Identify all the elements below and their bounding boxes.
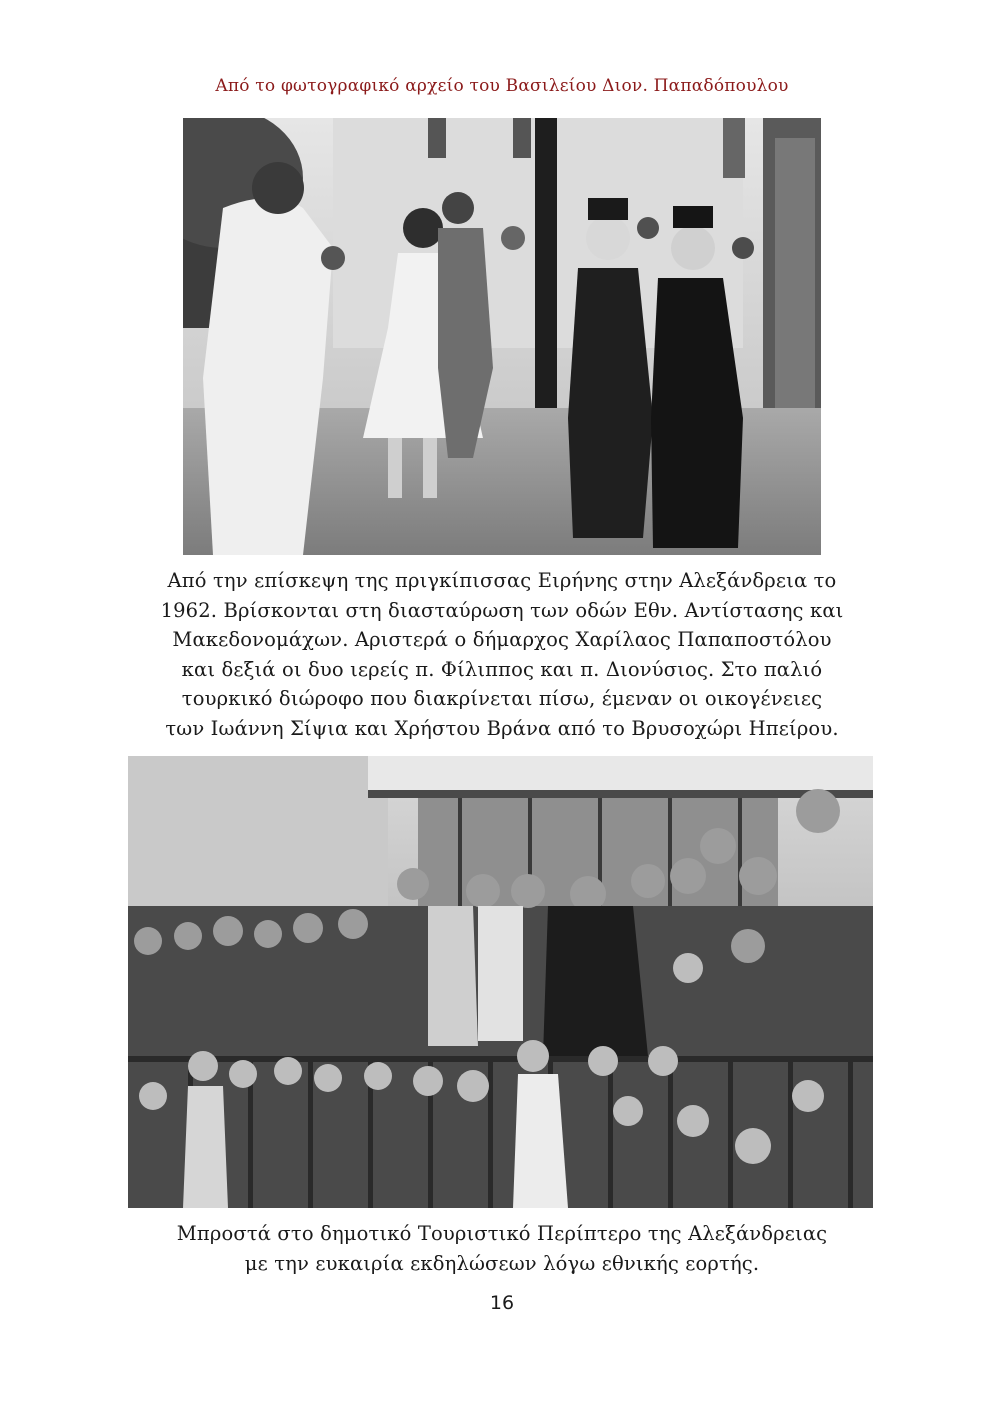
caption-line: τουρκικό διώροφο που διακρίνεται πίσω, έμεναν οι οικογένειες <box>181 687 823 711</box>
caption-line: των Ιωάννη Σίψια και Χρήστου Βράνα από το Βρυσοχώρι Ηπείρου. <box>165 716 839 740</box>
photo-princess-visit <box>183 118 821 555</box>
photo-tourist-pavilion-crowd <box>128 756 873 1208</box>
caption-line: Μπροστά στο δημοτικό Τουριστικό Περίπτερο της Αλεξάνδρειας <box>176 1222 828 1245</box>
caption-line: και δεξιά οι δυο ιερείς π. Φίλιππος και π. Διονύσιος. Στο παλιό <box>181 657 823 681</box>
caption-tourist-pavilion <box>100 1219 904 1278</box>
caption-line: Από την επίσκεψη της πριγκίπισσας Ειρήνης στην Αλεξάνδρεια το <box>167 569 837 592</box>
page-number: 16 <box>489 1292 515 1314</box>
photo-tourist-pavilion-crowd-image <box>128 756 873 1208</box>
caption-line: με την ευκαιρία εκδηλώσεων λόγω εθνικής εορτής. <box>244 1251 760 1275</box>
photo-princess-visit-image <box>183 118 821 555</box>
caption-line: 1962. Βρίσκονται στη διασταύρωση των οδών Εθν. Αντίστασης και <box>160 598 844 622</box>
caption-princess-visit <box>100 566 904 744</box>
running-header: Από το φωτογραφικό αρχείο του Βασιλείου Διον. Παπαδόπουλου <box>215 76 789 96</box>
caption-line: Μακεδονομάχων. Αριστερά ο δήμαρχος Χαρίλαος Παπαποστόλου <box>172 628 832 652</box>
